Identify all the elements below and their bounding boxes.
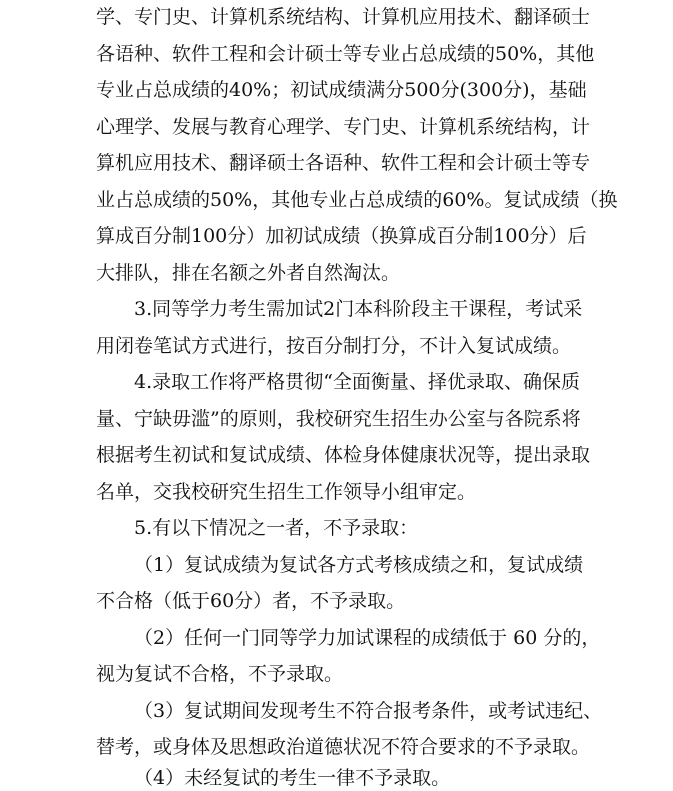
paragraph-3-line: 3.同等学力考生需加试2门本科阶段主干课程，考试采: [134, 298, 583, 320]
text-line: 各语种、软件工程和会计硕士等专业占总成绩的50%，其他: [96, 43, 595, 65]
text-line: 业占总成绩的50%，其他专业占总成绩的60%。复试成绩（换: [96, 189, 618, 211]
item-4-line: （4）未经复试的考生一律不予录取。: [134, 767, 451, 789]
text-line: 专业占总成绩的40%；初试成绩满分500分(300分)，基础: [96, 79, 587, 101]
paragraph-4-line: 名单，交我校研究生招生工作领导小组审定。: [96, 481, 477, 503]
paragraph-4-line: 量、宁缺毋滥”的原则，我校研究生招生办公室与各院系将: [96, 408, 581, 430]
paragraph-4-line: 4.录取工作将严格贯彻“全面衡量、择优录取、确保质: [134, 371, 580, 393]
text-line: 大排队，排在名额之外者自然淘汰。: [96, 262, 401, 284]
paragraph-5-heading: 5.有以下情况之一者，不予录取：: [134, 517, 419, 539]
text-line: 学、专门史、计算机系统结构、计算机应用技术、翻译硕士: [96, 6, 591, 28]
item-2-line: 视为复试不合格，不予录取。: [96, 663, 344, 685]
item-2-line: （2）任何一门同等学力加试课程的成绩低于 60 分的，: [134, 627, 601, 649]
text-line: 算成百分制100分）加初试成绩（换算成百分制100分）后: [96, 225, 587, 247]
item-1-line: 不合格（低于60分）者，不予录取。: [96, 590, 406, 612]
paragraph-3-line: 用闭卷笔试方式进行，按百分制打分，不计入复试成绩。: [96, 335, 572, 357]
paragraph-4-line: 根据考生初试和复试成绩、体检身体健康状况等，提出录取: [96, 444, 591, 466]
item-1-line: （1）复试成绩为复试各方式考核成绩之和，复试成绩: [134, 554, 584, 576]
item-3-line: 替考，或身体及思想政治道德状况不符合要求的不予录取。: [96, 736, 591, 758]
item-3-line: （3）复试期间发现考生不符合报考条件，或考试违纪、: [134, 700, 603, 722]
text-line: 心理学、发展与教育心理学、专门史、计算机系统结构，计: [96, 116, 591, 138]
text-line: 算机应用技术、翻译硕士各语种、软件工程和会计硕士等专: [96, 152, 591, 174]
